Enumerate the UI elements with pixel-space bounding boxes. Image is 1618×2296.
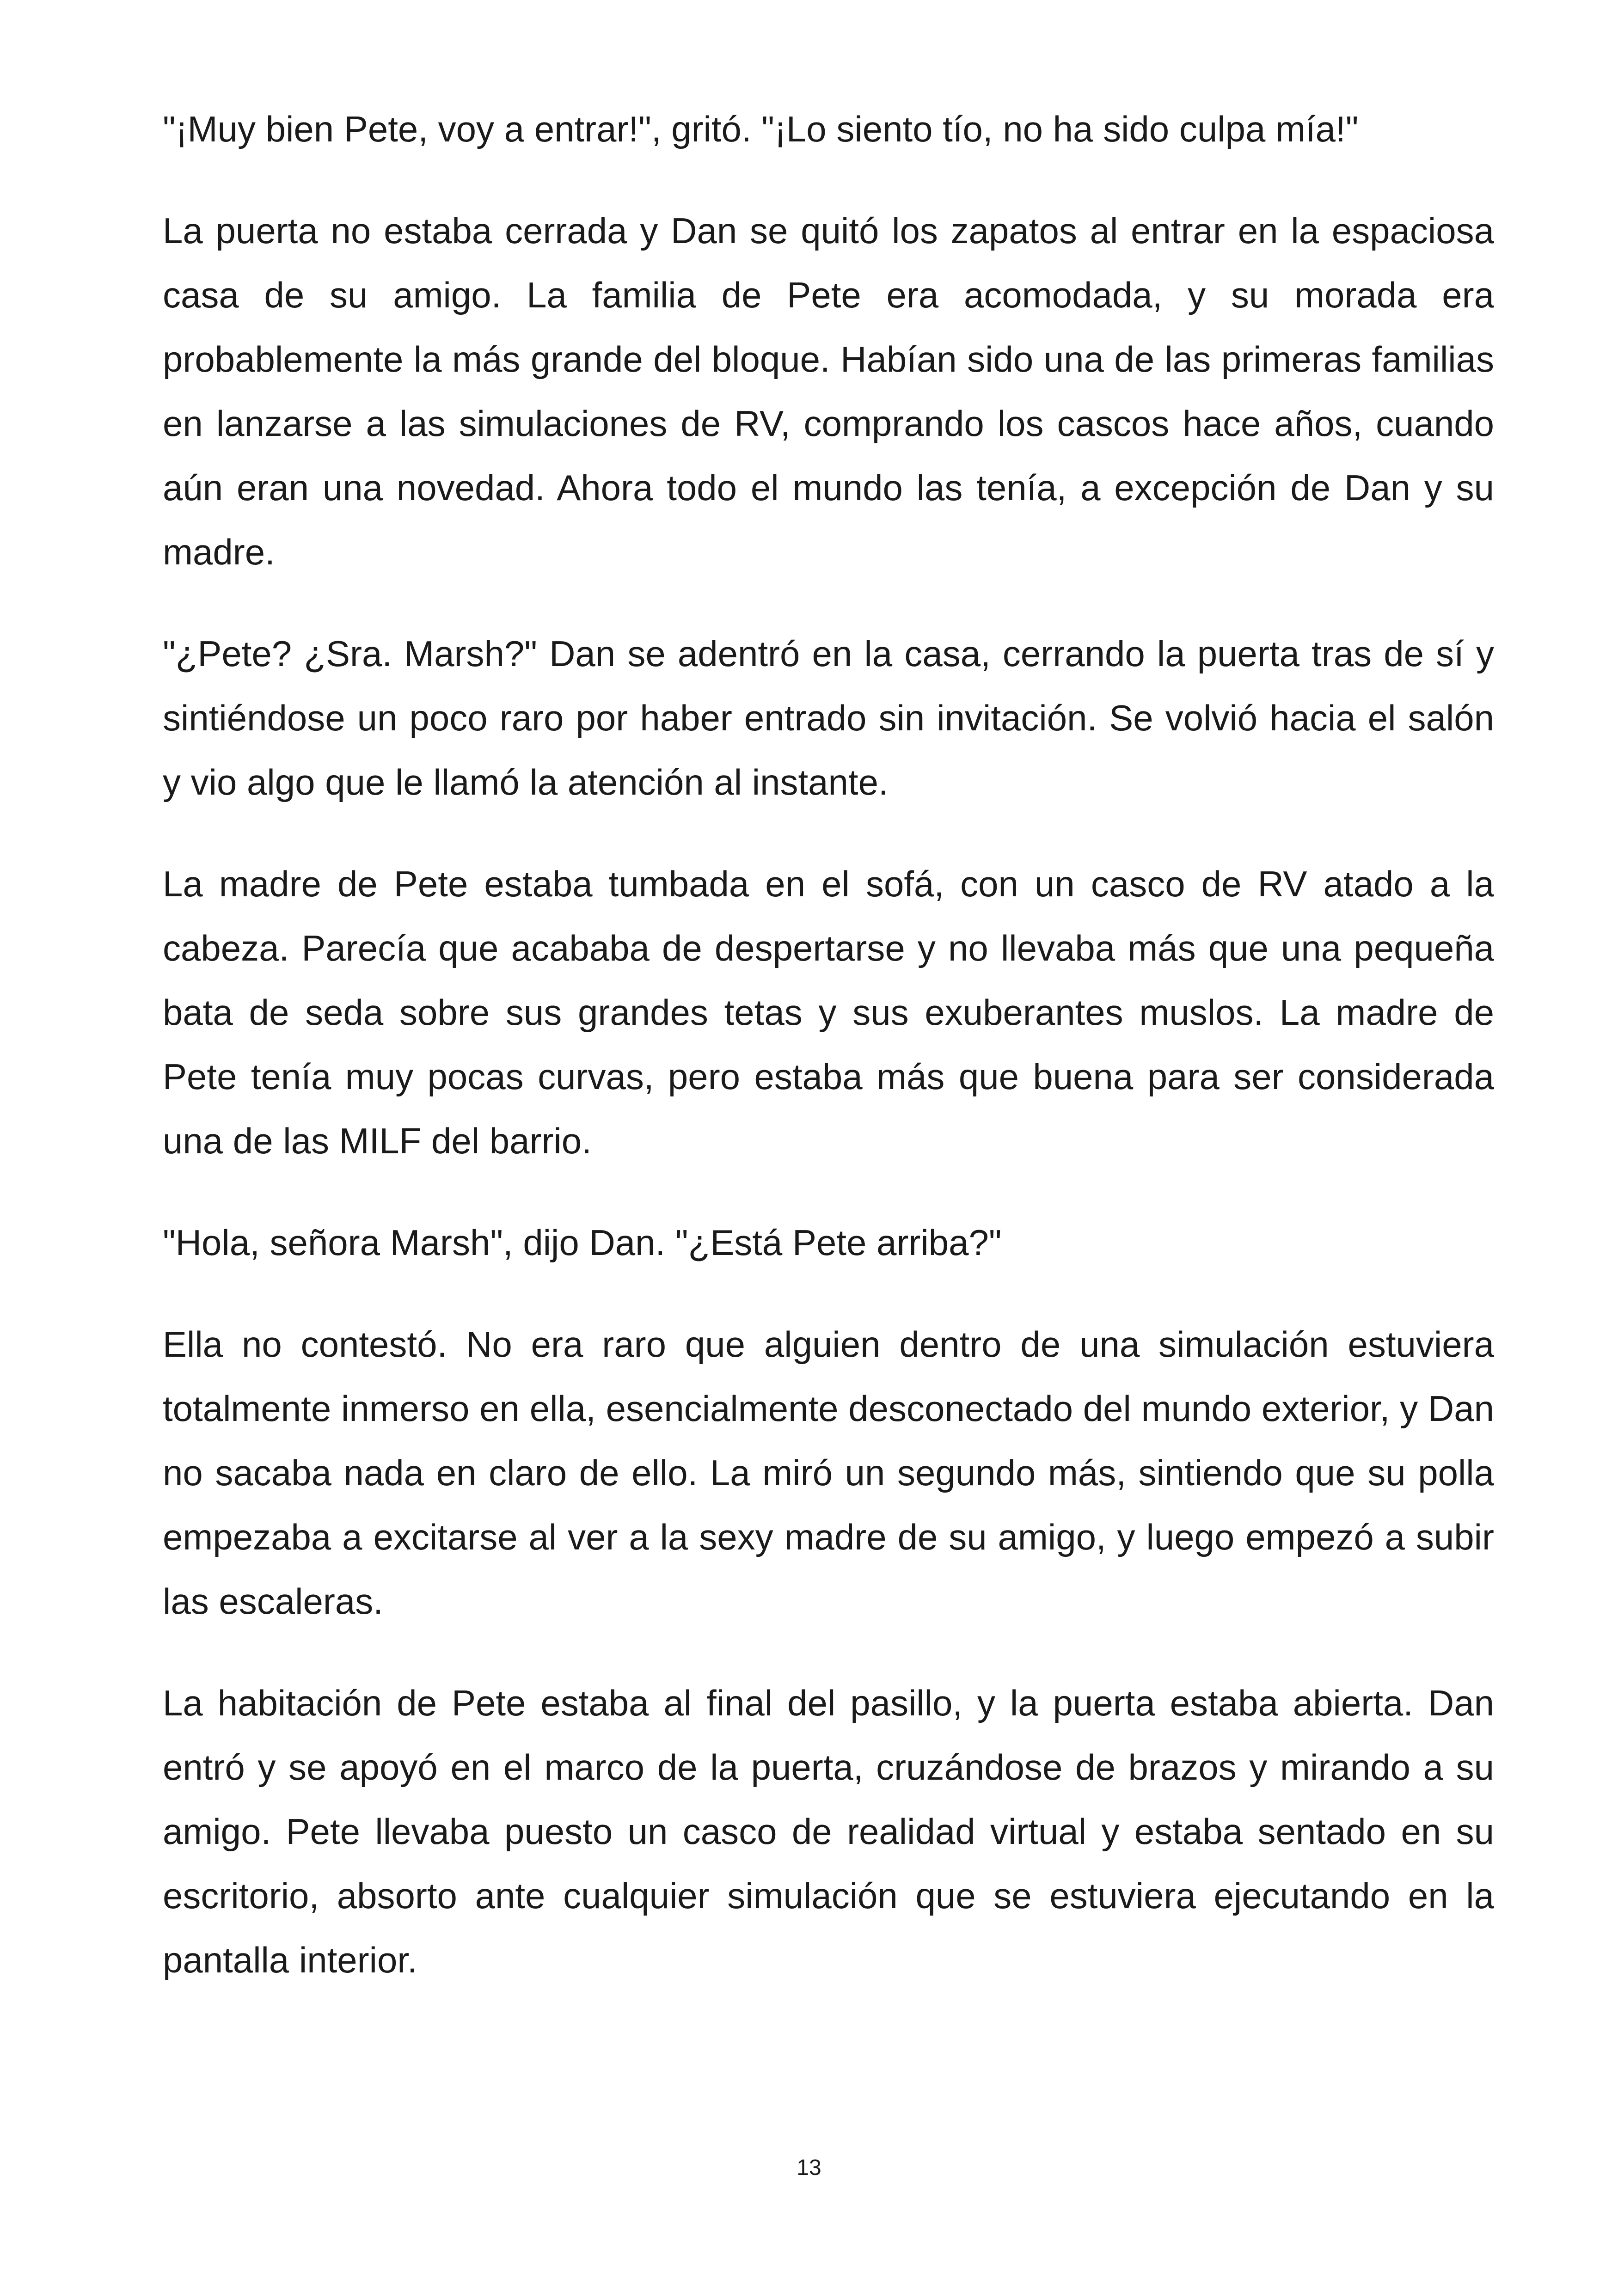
paragraph: La puerta no estaba cerrada y Dan se quitó los zapatos al entrar en la espaciosa casa de su amigo. La familia de Pete era acomodada, y su morada era probablemente la más grande del bloque. Habían sido una de las primeras familias en lanzarse a las simulaciones de RV, comprando los cascos hace años, cuando aún eran una novedad. Ahora todo el mundo las tenía, a excepción de Dan y su madre. (163, 210, 1494, 572)
paragraph: La madre de Pete estaba tumbada en el sofá, con un casco de RV atado a la cabeza. Parecía que acababa de despertarse y no llevaba más que una pequeña bata de seda sobre sus grandes tetas y sus exuberantes muslos. La madre de Pete tenía muy pocas curvas, pero estaba más que buena para ser considerada una de las MILF del barrio. (163, 863, 1494, 1161)
page-number: 13 (797, 2155, 821, 2180)
text-body (163, 97, 1494, 2030)
paragraph: "¿Pete? ¿Sra. Marsh?" Dan se adentró en la casa, cerrando la puerta tras de sí y sintiéndose un poco raro por haber entrado sin invitación. Se volvió hacia el salón y vio algo que le llamó la atención al instante. (163, 633, 1494, 802)
paragraph: "¡Muy bien Pete, voy a entrar!", gritó. "¡Lo siento tío, no ha sido culpa mía!" (163, 109, 1359, 149)
paragraph: "Hola, señora Marsh", dijo Dan. "¿Está Pete arriba?" (163, 1222, 1002, 1263)
paragraph: Ella no contestó. No era raro que alguien dentro de una simulación estuviera totalmente inmerso en ella, esencialmente desconectado del mundo exterior, y Dan no sacaba nada en claro de ello. La miró un segundo más, sintiendo que su polla empezaba a excitarse al ver a la sexy madre de su amigo, y luego empezó a subir las escaleras. (163, 1324, 1494, 1622)
paragraph: La habitación de Pete estaba al final del pasillo, y la puerta estaba abierta. Dan entró y se apoyó en el marco de la puerta, cruzándose de brazos y mirando a su amigo. Pete llevaba puesto un casco de realidad virtual y estaba sentado en su escritorio, absorto ante cualquier simulación que se estuviera ejecutando en la pantalla interior. (163, 1683, 1494, 1980)
